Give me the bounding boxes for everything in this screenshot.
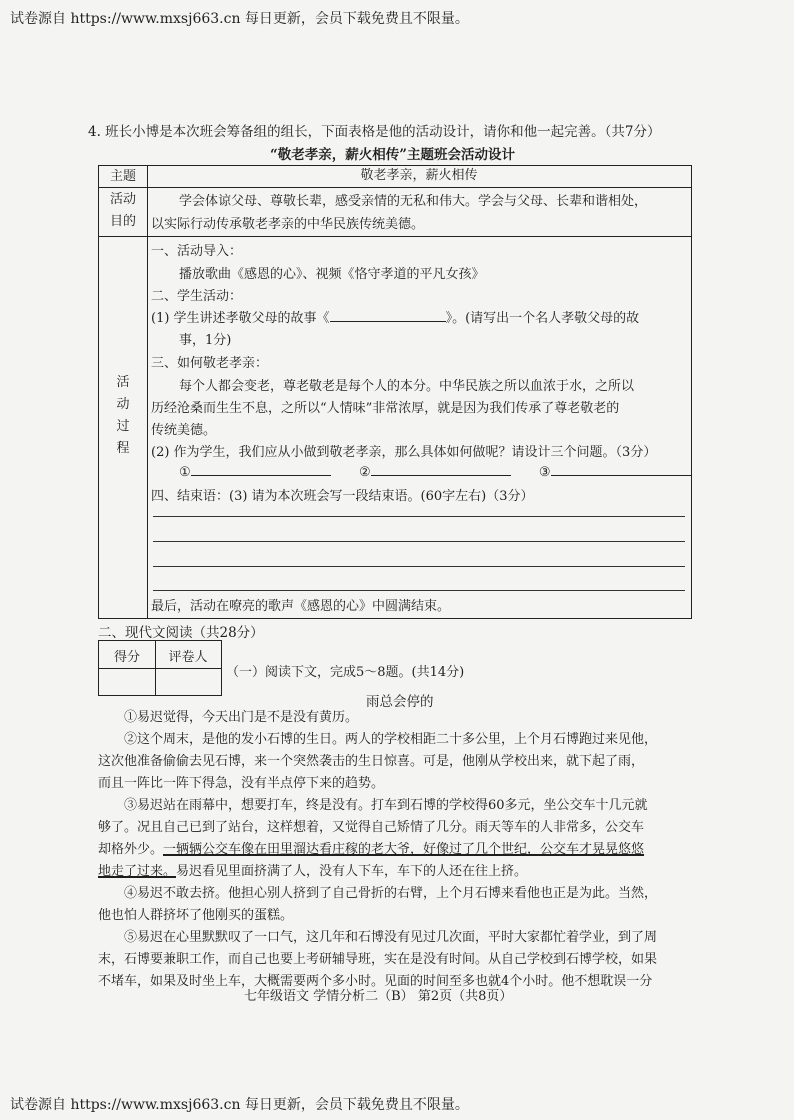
- grader-label: 评卷人: [168, 650, 208, 665]
- how-paragraph-1: 每个人都会变老，尊老敬老是每个人的本分。中华民族之所以血浓于水，之所以: [179, 379, 635, 394]
- story-text: 却格外少。: [98, 842, 164, 857]
- q2-mark-3: ③: [538, 465, 551, 480]
- q2-text: (2) 作为学生，我们应从小做到敬老孝亲，那么具体如何做呢？请设计三个问题。（3分）: [151, 445, 657, 460]
- answer-line[interactable]: [153, 541, 685, 542]
- story-line: ②这个周末，是他的发小石博的生日。两人的学校相距二十多公里，上个月石博跑过来见他，: [124, 732, 658, 747]
- story-line: ①易迟觉得，今天出门是不是没有黄历。: [124, 710, 359, 725]
- story-line: [98, 839, 698, 861]
- answer-line[interactable]: [153, 566, 685, 567]
- activity-design-table: [98, 165, 692, 619]
- theme-value: 敬老孝亲，薪火相传: [360, 168, 478, 183]
- student-activity-heading: 二、学生活动：: [151, 289, 243, 304]
- story-body: [98, 707, 698, 993]
- story-title: 雨总会停的: [366, 694, 434, 710]
- how-paragraph-3: 传统美德。: [151, 423, 217, 438]
- q2-mark-1: ①: [179, 465, 191, 480]
- process-label-char: 活: [116, 375, 130, 390]
- q2-answer-blank-3[interactable]: [551, 463, 691, 476]
- q1-line: [151, 307, 639, 326]
- story-line: ③易迟站在雨幕中，想要打车，终是没有。打车到石博的学校得60多元，坐公交车十几元就: [124, 798, 648, 813]
- part-1-prompt: （一）阅读下文，完成5～8题。(共14分): [226, 665, 465, 680]
- story-line: ④易迟不敢去挤。他担心别人挤到了自己骨折的右臂，上个月石博来看他也正是为此。当然，: [124, 886, 658, 901]
- page-footer: 七年级语文 学情分析二（B） 第2页（共8页）: [244, 989, 513, 1004]
- process-label-char: 过: [116, 419, 130, 434]
- answer-line[interactable]: [153, 516, 685, 517]
- closing-sentence: 最后，活动在嘹亮的歌声《感恩的心》中圆满结束。: [151, 599, 451, 614]
- purpose-label-2: 目的: [109, 214, 136, 229]
- underlined-sentence: 一辆辆公交车像在田里溜达看庄稼的老大爷，好像过了几个世纪，公交车才晃晃悠悠: [163, 842, 645, 857]
- q2-mark-2: ②: [358, 465, 371, 480]
- theme-label: 主题: [109, 169, 136, 184]
- source-banner-top: 试卷源自 https://www.mxsj663.cn 每日更新，会员下载免费且不限量。: [10, 11, 469, 27]
- process-label-char: 动: [116, 397, 130, 412]
- story-line: 这次他准备偷偷去见石博，来一个突然袭击的生日惊喜。可是，他刚从学校出来，就下起了雨，: [98, 754, 645, 769]
- how-heading: 三、如何敬老孝亲：: [151, 356, 269, 371]
- q1-text-a: (1) 学生讲述孝敬父母的故事《: [151, 311, 330, 326]
- story-line: 末，石博要兼职工作，而自己也要上考研辅导班，实在是没有时间。从自己学校到石博学校，如果: [98, 952, 658, 967]
- q1-text-c: 事，1分): [179, 333, 232, 348]
- purpose-label-1: 活动: [109, 192, 136, 207]
- question-4-prompt: 4. 班长小博是本次班会筹备组的组长，下面表格是他的活动设计，请你和他一起完善。（共7分）: [88, 124, 661, 140]
- story-line: [98, 861, 698, 883]
- process-label-char: 程: [116, 441, 130, 456]
- intro-heading: 一、活动导入：: [151, 244, 243, 259]
- ending-heading: 四、结束语：(3) 请为本次班会写一段结束语。(60字左右)（3分）: [151, 489, 534, 504]
- q1-answer-blank[interactable]: [330, 309, 446, 322]
- story-line: 而且一阵比一阵下得急，没有半点停下来的趋势。: [98, 776, 385, 791]
- section-2-heading: 二、现代文阅读（共28分）: [98, 625, 264, 641]
- story-line: 不堵车，如果及时坐上车，大概需要两个多小时。见面的时间至多也就4个小时。他不想耽误一分: [98, 974, 653, 989]
- story-line: 他也怕人群挤坏了他刚买的蛋糕。: [98, 908, 294, 923]
- story-text: 易迟看见里面挤满了人，没有人下车，车下的人还在往上挤。: [176, 864, 528, 879]
- q2-answer-row: [179, 463, 691, 480]
- score-box: [98, 640, 222, 696]
- purpose-line-2: 以实际行动传承敬老孝亲的中华民族传统美德。: [151, 217, 425, 232]
- story-line: ⑤易迟在心里默默叹了一口气，这几年和石博没有见过几次面，平时大家都忙着学业，到了周: [124, 930, 658, 945]
- source-banner-bottom: 试卷源自 https://www.mxsj663.cn 每日更新，会员下载免费且不限量。: [10, 1097, 469, 1113]
- process-label: [99, 372, 147, 460]
- intro-text: 播放歌曲《感恩的心》、视频《恪守孝道的平凡女孩》: [179, 267, 485, 282]
- activity-table-title: “敬老孝亲，薪火相传”主题班会活动设计: [270, 147, 516, 163]
- story-line: 够了。况且自己已到了站台，这样想着，又觉得自己矫情了几分。雨天等车的人非常多，公交车: [98, 820, 645, 835]
- q2-answer-blank-2[interactable]: [371, 463, 511, 476]
- underlined-sentence-end: 地走了过来。: [98, 864, 177, 879]
- score-label: 得分: [113, 650, 140, 665]
- answer-line[interactable]: [153, 590, 685, 591]
- purpose-line-1: 学会体谅父母、尊敬长辈，感受亲情的无私和伟大。学会与父母、长辈和谐相处，: [179, 194, 648, 209]
- q1-text-b: 》。(请写出一个名人孝敬父母的故: [445, 311, 640, 326]
- q2-answer-blank-1[interactable]: [191, 463, 331, 476]
- how-paragraph-2: 历经沧桑而生生不息，之所以“人情味”非常浓厚，就是因为我们传承了尊老敬老的: [151, 401, 620, 416]
